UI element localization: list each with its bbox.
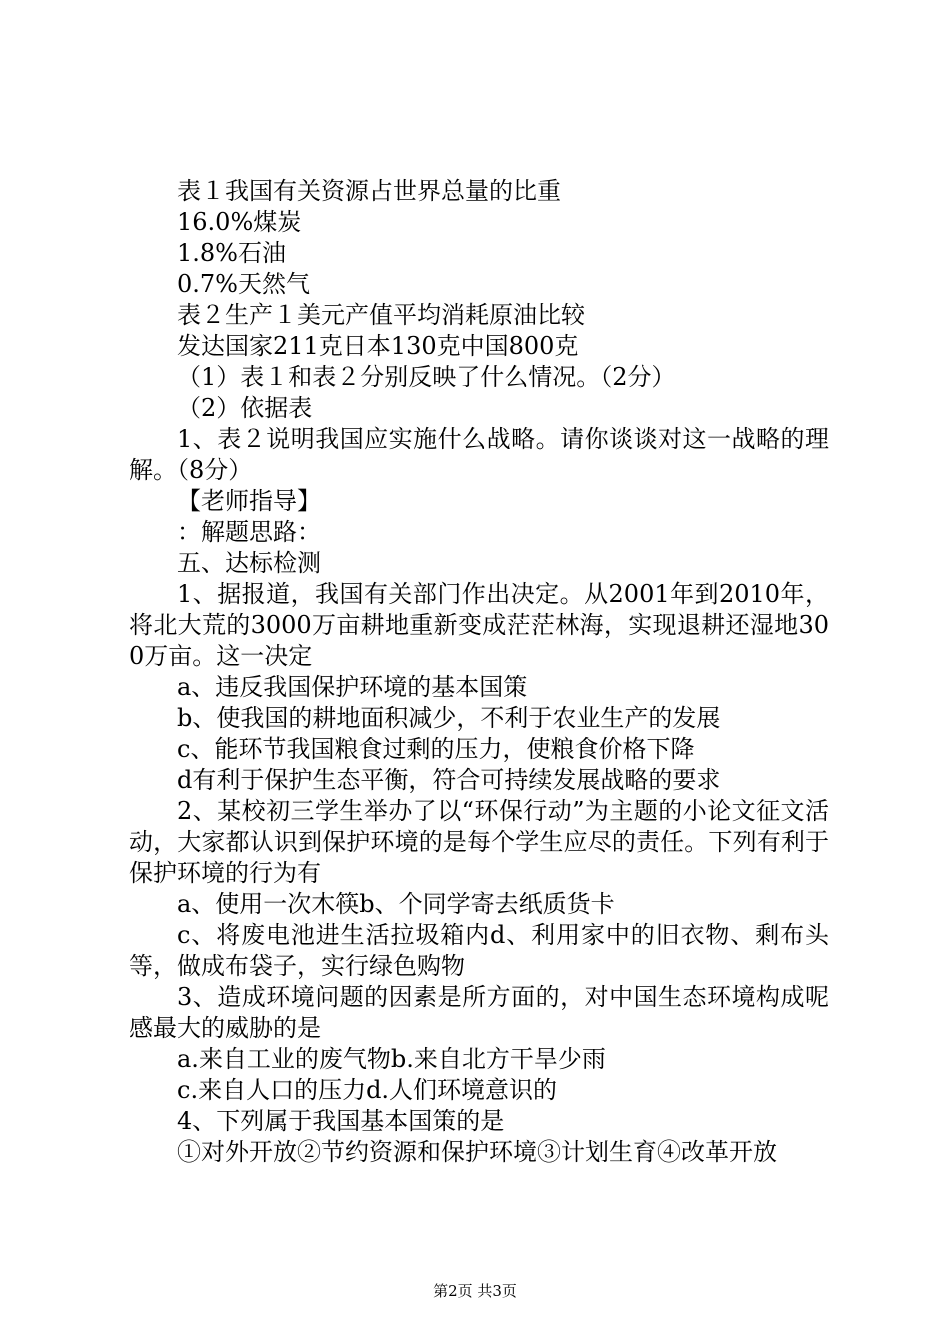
exercise-2-options-ab: a、使用一次木筷b、个同学寄去纸质货卡 [177, 890, 615, 918]
table2-values: 发达国家211克日本130克中国800克 [177, 332, 579, 360]
table2-title: 表２生产１美元产值平均消耗原油比较 [177, 301, 585, 329]
exercise-1-stem: 1、据报道，我国有关部门作出决定。从2001年到2010年，将北大荒的3000万亩耕地重新变成茫茫林海，实现退耕还湿地300万亩。这一决定 [129, 580, 829, 670]
question-2-continued: 1、表２说明我国应实施什么战略。请你谈谈对这一战略的理解。（8分） [129, 425, 829, 484]
exercise-3-stem: 3、造成环境问题的因素是所方面的，对中国生态环境构成呢感最大的威胁的是 [129, 983, 829, 1042]
exercise-3-options-cd: c.来自人口的压力d.人们环境意识的 [177, 1076, 558, 1104]
exercise-2-stem: 2、某校初三学生举办了以“环保行动”为主题的小论文征文活动，大家都认识到保护环境的是每个学生应尽的责任。下列有利于保护环境的行为有 [129, 797, 829, 887]
solution-approach: ：解题思路： [177, 518, 321, 546]
exercise-3-options-ab: a.来自工业的废气物b.来自北方干旱少雨 [177, 1045, 606, 1073]
gas-share: 0.7%天然气 [177, 270, 310, 298]
page-footer: 第2页 共3页 [433, 1282, 517, 1300]
section-five-heading: 五、达标检测 [177, 549, 321, 577]
exercise-4-options: ①对外开放②节约资源和保护环境③计划生育④改革开放 [177, 1138, 777, 1166]
document-body [129, 176, 829, 1168]
exercise-1-option-a: a、违反我国保护环境的基本国策 [177, 673, 528, 701]
exercise-1-option-d: d有利于保护生态平衡，符合可持续发展战略的要求 [177, 766, 721, 794]
oil-share: 1.8%石油 [177, 239, 286, 267]
teacher-guidance-heading: 【老师指导】 [177, 487, 321, 515]
coal-share: 16.0%煤炭 [177, 208, 302, 236]
exercise-1-option-c: c、能环节我国粮食过剩的压力，使粮食价格下降 [177, 735, 695, 763]
question-1: （1）表１和表２分别反映了什么情况。（2分） [177, 363, 676, 391]
table1-title: 表１我国有关资源占世界总量的比重 [177, 177, 561, 205]
question-2: （2）依据表 [177, 394, 313, 422]
exercise-2-options-cd: c、将废电池进生活拉圾箱内d、利用家中的旧衣物、剩布头等，做成布袋子，实行绿色购物 [129, 921, 829, 980]
exercise-4-stem: 4、下列属于我国基本国策的是 [177, 1107, 505, 1135]
exercise-1-option-b: b、使我国的耕地面积减少，不利于农业生产的发展 [177, 704, 721, 732]
